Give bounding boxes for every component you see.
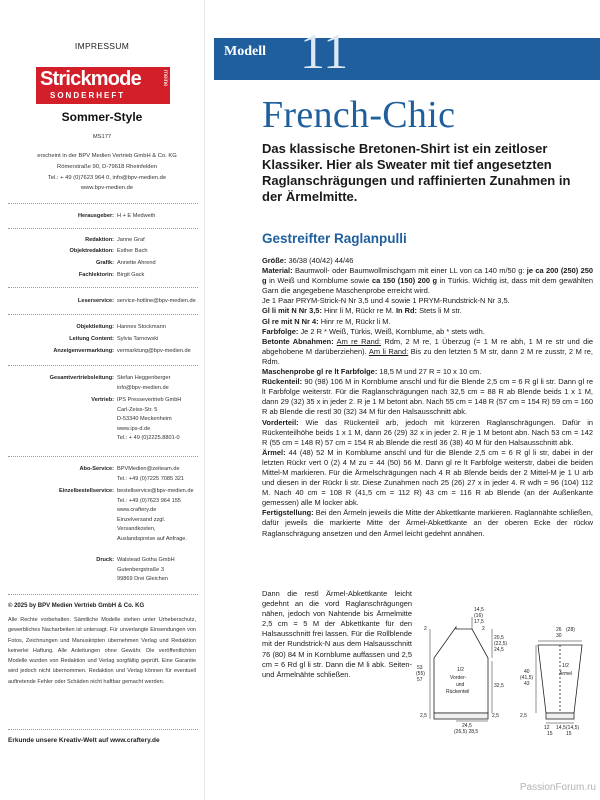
paragraph-size (262, 256, 593, 266)
sleeve-length-1: 40 (524, 669, 530, 675)
separator (8, 729, 198, 730)
imprint-column (0, 0, 205, 800)
text: Bei den Ärmeln jeweils die Mitte der Abkettkante markieren. Raglannähte schließen, dafür jeweils die markierte Mitte der Ärmel-Abkettkante an der oberen Ecke der rückw Raglanschrägung ansetzen und den Ärmel leicht gedehnt annähen. (262, 508, 593, 538)
row-key: Objektleitung: (76, 324, 114, 330)
label: Gl re mit N Nr 4: (262, 316, 319, 326)
instructions-body (262, 256, 593, 539)
neck-depth: 14,5 (474, 607, 484, 613)
sleeve-length-2: (41,5) (520, 675, 534, 681)
row-value: Einzelversand zzgl. (117, 516, 166, 523)
sleeve-dims (536, 641, 582, 723)
article-headline: French-Chic (262, 94, 456, 136)
sleeve-top-1: 26 (556, 627, 562, 633)
row-value: IPS Pressevertrieb GmbH (117, 397, 182, 403)
address-line: Römerstraße 90, D-79618 Rheinfelden (57, 163, 157, 170)
row-value: www.ips-d.de (117, 425, 151, 432)
raglan-depth-1: 20,5 (494, 635, 504, 641)
paragraph-finishing-cont: Dann die restl Ärmel-Abkettkante leicht gedehnt an die vord Raglanschrägungen nähen, jedoch von Nahtende bis Ärmelmitte 2,5 cm = 5 M der Abkettkante für den Halsausschnitt frei lassen. Für die Rollblende mit der Rundstrick-N aus dem Halsausschnitt 76 (80) 84 M in Kornblume auffassen und 2,5 cm = 6 Rd gl li str. Dann die M li abk. Seiten- und Ärmelnähte schließen. (262, 589, 412, 679)
shoulder-1: 2 (424, 626, 427, 632)
raglan-depth-3: 24,5 (494, 647, 504, 653)
text: 90 (98) 106 M in Kornblume anschl und für die Blende 2,5 cm = 6 R gl li str. Dann gl re lt Farbfolge weiterstr. Für die Raglanschrägungen nach 32,5 cm = 88 R ab Blende beids 1 x 1 M, dann 29 (32) 35 x in jeder 2. R je 1 M betont abn. Nach 55 cm = 148 R (57 cm = 154 R) 59 cm = 160 R ab Blende die restl 30 (32) 34 M für den Halsausschnitt abk. (262, 377, 593, 417)
pattern-schematic (416, 603, 600, 743)
text: in Türkis. Wichtig ist, dass mit dem gewählten Garn die angegebene Maschenprobe erreicht wird. (262, 276, 593, 296)
body-hem (434, 713, 488, 719)
paragraph-front (262, 418, 593, 448)
row-value: D-53340 Meckenheim (117, 416, 172, 422)
sleeve-piece (538, 645, 582, 719)
imprint-label: IMPRESSUM (74, 41, 130, 51)
text-bold: je ca 200 (250) 250 g (262, 266, 593, 286)
row-value: Carl-Zeiss-Str. 5 (117, 406, 158, 413)
label: Betonte Abnahmen: (262, 336, 334, 346)
row-value: Esther Bach (117, 248, 148, 254)
row-key: Gesamtvertriebsleitung: (49, 375, 114, 381)
cuff-3: (14,5) (566, 725, 580, 731)
shoulder-2: 2 (482, 626, 485, 632)
paragraph-sleeve (262, 448, 593, 509)
text: 18,5 M und 27 R = 10 x 10 cm. (379, 367, 482, 377)
issue-id: MS177 (92, 134, 112, 140)
paragraph-back (262, 377, 593, 417)
separator (8, 456, 198, 457)
strickmode-logo (36, 67, 170, 104)
row-value: Birgit Gack (117, 272, 145, 278)
row-key: Objektredaktion: (69, 248, 114, 254)
row-value: Versandkosten, (117, 526, 156, 532)
row-key: Leserservice: (77, 298, 114, 304)
row-value: bestellservice@bpv-medien.de (117, 488, 194, 494)
row-value: Tel.: + 49 (0)2225.8801-0 (117, 435, 180, 441)
row-key: Druck: (96, 557, 114, 563)
text: Je 2 R * Weiß, Türkis, Weiß, Kornblume, ab * stets wdh. (300, 326, 485, 336)
sublabel: Am li Rand: (368, 346, 409, 356)
paragraph-stitches (262, 306, 593, 316)
modell-label: Modell (224, 44, 266, 59)
separator (8, 365, 198, 366)
sleeve-top-3: 30 (556, 633, 562, 639)
text: Bis zu den letzten 5 M str, dann 2 M re zusstr, 2 M re, Rdm. (262, 346, 593, 366)
row-value: Annette Ahrend (117, 260, 156, 266)
row-value: www.craftery.de (117, 507, 157, 513)
paragraph-material (262, 266, 593, 296)
address-line: erscheint in der BPV Medien Vertrieb GmbH & Co. KG (37, 153, 177, 159)
row-value: Gutenbergstraße 3 (117, 566, 164, 573)
row-value: service-hotline@bpv-medien.de (117, 298, 196, 304)
instructions-continued (262, 589, 412, 680)
text: 44 (48) 52 M in Kornblume anschl und für die Blende 2,5 cm = 6 R gl li str, dabei in der letzten Rückr vert 0 (2) 4 M zu = 44 (50) 56 M. Dann gl re lt Farbfolge weiterstr, dabei die beiden Mittel-M markieren. Für die Ärmelschrägungen nach 4 R ab Blende beids der 2 Mittel-M je 1 U arb und diesen in der Rückr li str. Diese Zunahmen noch 25 (26) 27 x in jeder 4. R wdh = 96 (104) 112 M. Nach 40 cm = 108 R (41,5 cm = 112 R) 43 cm = 116 R ab Blende (an der Außenkante gemessen) alle M locker abk. (262, 447, 593, 508)
total-height-3: 57 (417, 677, 423, 683)
row-key: Anzeigenvermarktung: (53, 348, 114, 354)
logo-side-text: meine (162, 70, 168, 87)
body-label-1: 1/2 (457, 667, 464, 673)
label: Material: (262, 266, 293, 276)
row-key: Leitung Content: (69, 336, 114, 342)
text-bold: ca 150 (150) 200 g (372, 276, 438, 286)
neck-depth-3: 17,5 (474, 619, 484, 625)
text: in Weiß und Kornblume sowie (269, 276, 370, 286)
sleeve-hem (546, 713, 574, 719)
paragraph-decreases (262, 337, 593, 367)
width-1: 24,5 (462, 723, 472, 729)
row-value: Tel.: +49 (0)7623 964 155 (117, 497, 181, 504)
body-label-4: Rückenteil (446, 689, 470, 695)
row-value: H + E Medweth (117, 213, 156, 219)
row-value: Hannes Stockmann (117, 324, 166, 330)
paragraph-needles: Je 1 Paar PRYM-Strick-N Nr 3,5 und 4 sowie 1 PRYM-Rundstrick-N Nr 3,5. (262, 296, 510, 306)
article-intro: Das klassische Bretonen-Shirt ist ein zeitloser Klassiker. Hier als Sweater mit tief angesetzten Raglanschrägungen und raffinierten Zunahmen in der Ärmelmitte. (262, 141, 571, 204)
publisher-address (22, 151, 192, 194)
label: Größe: (262, 256, 287, 265)
copyright-text: Alle Rechte vorbehalten. Sämtliche Modelle stehen unter Urheberschutz, gewerbliches Nacharbeiten ist untersagt. Für unverlangte Einsendungen von Fotos, Zeichnungen und Manuskripten übernehmen Verlag und Redaktion keinerlei Haftung. Alle Anleitungen ohne Gewähr. Die veröffentlichten Modelle wurden von Redaktion und Verlag sorgfältig geprüft. Eine Garantie wird jedoch nicht übernommen. Redaktion und Verlag können für eventuell auftretende Fehler oder Schäden nicht haftbar gemacht werden. (8, 617, 196, 685)
body-label-2: Vorder- (450, 675, 467, 681)
sleeve-label-1: 1/2 (562, 663, 569, 669)
text: Hinr li M, Rückr re M. (324, 306, 394, 316)
cuff-5: 15 (566, 731, 572, 737)
row-value: vermarktung@bpv-medien.de (117, 348, 191, 354)
cuff-4: 15 (547, 731, 553, 737)
logo-wordmark: Strickmode (40, 68, 141, 90)
separator (8, 314, 198, 315)
paragraph-finishing (262, 508, 593, 538)
row-value: Walstead Gotha GmbH (117, 557, 175, 563)
sleeve-top-2: (28) (566, 627, 575, 633)
sleeve-label-2: Ärmel (559, 671, 573, 677)
text: 36/38 (40/42) 44/46 (288, 256, 354, 265)
text: Stets li M str. (419, 306, 462, 316)
row-value: Janne Graf (117, 237, 145, 243)
row-value: Stefan Heggenberger (117, 375, 171, 381)
cuff-1: 12 (544, 725, 550, 731)
label: Maschenprobe gl re lt Farbfolge: (262, 367, 378, 377)
hem-left: 2,5 (420, 713, 427, 719)
row-key: Abo-Service: (79, 466, 114, 472)
label: Fertigstellung: (262, 508, 314, 518)
section-title: Gestreifter Raglanpulli (262, 231, 407, 246)
raglan-depth-2: (22,5) (494, 641, 508, 647)
separator (8, 203, 198, 204)
row-value: Tel.: +49 (0)7225 7085 321 (117, 475, 185, 482)
separator (8, 287, 198, 288)
row-value: BPVMedien@zeiteam.de (117, 466, 180, 472)
label: Rückenteil: (262, 377, 303, 387)
row-value: Auslandspreise auf Anfrage. (117, 535, 187, 542)
craftery-footer: Erkunde unsere Kreativ-Welt auf www.craftery.de (8, 737, 160, 744)
label: Gl li mit N Nr 3,5: (262, 306, 322, 316)
body-label-3: und (456, 682, 465, 688)
label: Vorderteil: (262, 417, 299, 427)
width-2: (26,5) 28,5 (454, 729, 479, 735)
logo-subline: SONDERHEFT (50, 91, 126, 100)
label: In Rd: (395, 306, 418, 316)
sleeve-length-3: 43 (524, 681, 530, 687)
address-line: www.bpv-medien.de (80, 185, 134, 192)
neck-depth-2: (16) (474, 613, 483, 619)
separator (8, 594, 198, 595)
body-piece (434, 613, 488, 719)
text: Baumwoll- oder Baumwollmischgarn mit einer LL von ca 140 m/50 g: (294, 266, 525, 276)
total-height-1: 53 (417, 665, 423, 671)
modell-number: 11 (300, 23, 349, 79)
row-value: info@bpv-medien.de (117, 384, 169, 391)
row-value: Sylvia Tarnowski (117, 336, 159, 342)
sublabel: Am re Rand: (336, 336, 381, 346)
text: Hinr re M, Rückr li M. (320, 316, 391, 326)
watermark: PassionForum.ru (519, 782, 596, 793)
paragraph-color-sequence (262, 327, 593, 337)
label: Farbfolge: (262, 326, 299, 336)
cuff-2: 14,5 (556, 725, 566, 731)
hem-right: 2,5 (492, 713, 499, 719)
sleeve-hem: 2,5 (520, 713, 527, 719)
text: Rdm, 2 M re, 1 Überzug (= 1 M re abh, 1 M re str und die abgehobene M darüberziehen). (262, 336, 594, 356)
paragraph-stockinette (262, 317, 593, 327)
row-key: Herausgeber: (77, 213, 114, 219)
row-key: Vertrieb: (91, 397, 114, 403)
magazine-title: Sommer-Style (61, 110, 143, 124)
copyright-title: © 2025 by BPV Medien Vertrieb GmbH & Co. KG (8, 603, 145, 609)
address-line: Tel.: + 49 (0)7623 964 0, info@bpv-medien.de (47, 174, 167, 181)
total-height-2: (55) (416, 671, 425, 677)
paragraph-gauge (262, 367, 593, 377)
separator (8, 228, 198, 229)
row-key: Fachlektorin: (78, 272, 114, 278)
text: Wie das Rückenteil arb, jedoch mit kürzeren Raglanschrägungen. Dafür in Rückenteilhöhe beids 1 x 1 M, dann 26 (29) 32 x in jeder 2. R je 1 M betont abn. Nach 53 cm = 142 R (55 cm = 148 R) 57 cm = 154 R ab Blende die restl 36 (38) 40 M für den Halsausschnitt abk. (262, 417, 593, 447)
row-key: Einzelbestellservice: (58, 488, 114, 494)
row-key: Grafik: (95, 260, 114, 266)
side-height: 32,5 (494, 683, 504, 689)
row-value: 99869 Drei Gleichen (117, 576, 168, 582)
row-key: Redaktion: (85, 237, 114, 243)
label: Ärmel: (262, 447, 286, 457)
modell-banner (214, 38, 600, 80)
